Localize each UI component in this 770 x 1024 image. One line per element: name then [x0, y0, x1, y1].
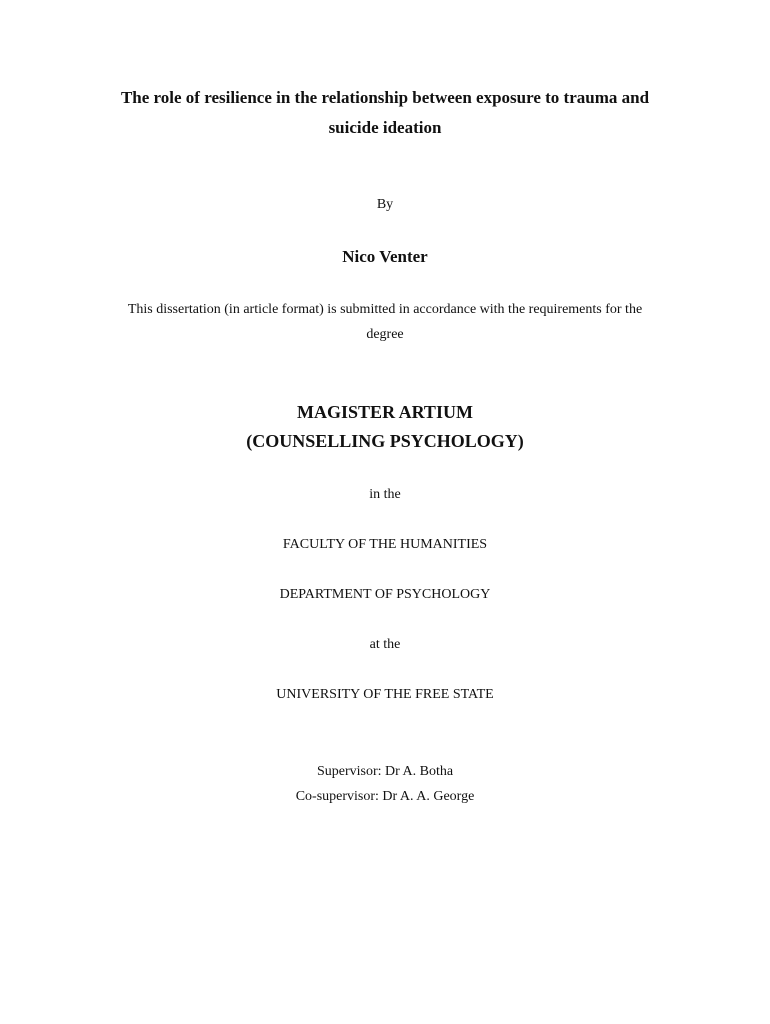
at-the-label: at the — [369, 637, 401, 652]
university-name: UNIVERSITY OF THE FREE STATE — [276, 687, 494, 702]
in-the-label: in the — [369, 487, 401, 502]
degree-line-2: (COUNSELLING PSYCHOLOGY) — [246, 431, 524, 451]
degree-line-1: MAGISTER ARTIUM — [297, 402, 473, 422]
title-line-2: suicide ideation — [328, 118, 442, 137]
by-label: By — [376, 197, 394, 212]
supervisor-line: Supervisor: Dr A. Botha — [316, 764, 454, 779]
submission-line-1: This dissertation (in article format) is submitted in accordance with the requirements for the — [127, 302, 643, 317]
co-supervisor-line: Co-supervisor: Dr A. A. George — [295, 789, 475, 804]
faculty-name: FACULTY OF THE HUMANITIES — [282, 537, 488, 552]
submission-line-2: degree — [366, 327, 404, 342]
title-line-1: The role of resilience in the relationship between exposure to trauma and — [120, 88, 650, 107]
department-name: DEPARTMENT OF PSYCHOLOGY — [279, 587, 491, 602]
author-name: Nico Venter — [342, 247, 428, 266]
